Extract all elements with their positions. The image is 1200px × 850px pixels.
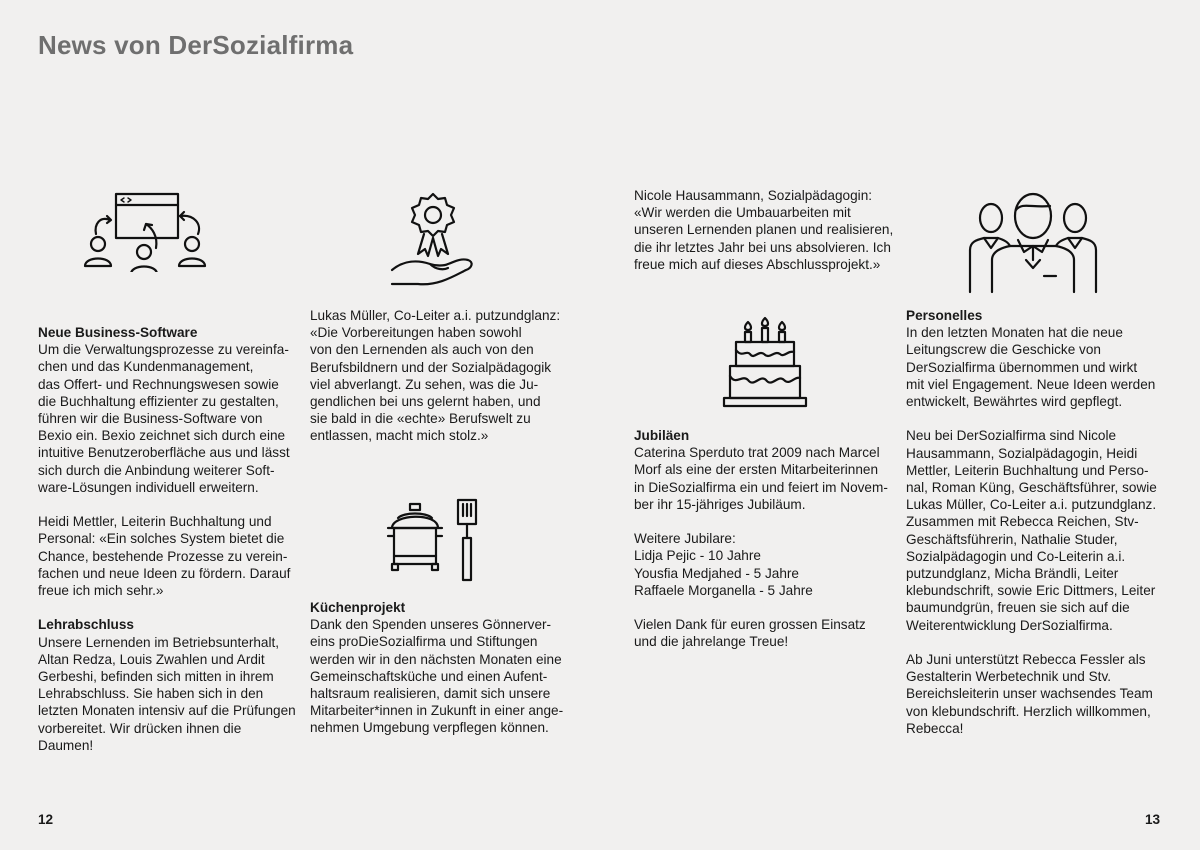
column-3 xyxy=(634,187,896,273)
jubilaeen-heading: Jubiläen xyxy=(634,428,690,443)
lehrabschluss-text: Unsere Lernenden im Betriebsunterhalt, Altan Redza, Louis Zwahlen und Ardit Gerbeshi, befinden sich mitten in ihrem Lehrabschluss. Sie haben sich in den letzten Monaten intensiv auf die Prüfungen vorbereitet. Wir drücken ihnen die Daumen! xyxy=(38,634,296,753)
new-staff-text: Neu bei DerSozialfirma sind Nicole Hausammann, Sozialpädagogin, Heidi Mettler, Leiterin Buchhaltung und Perso- nal, Roman Küng, Geschäftsführer, sowie Lukas Müller, Co-Leiter a.i. putzundglanz. Zusammen mit Rebecca Reichen, Stv- Geschäftsführerin, Nathalie Studer, Sozialpädagogin und Co-Leiterin a.i. putzundglanz, Micha Brändli, Leiter klebundschrift, sowie Eric Dittmers, Leiter baumundgrün, freuen sie sich auf die Weiterentwicklung DerSozialfirma. xyxy=(906,428,1157,633)
lukas-quote: Lukas Müller, Co-Leiter a.i. putzundglanz: «Die Vorbereitungen haben sowohl von den Lernenden als auch von den Berufsbildnern und der Sozialpädagogik viel abverlangt. Zu sehen, was die Ju- gendlichen bei uns gelernt haben, und sie bald in die «echte» Berufswelt zu entlassen, macht mich stolz.» xyxy=(310,308,561,444)
column-1 xyxy=(38,324,300,754)
business-software-heading: Neue Business-Software xyxy=(38,325,198,340)
page-title: News von DerSozialfirma xyxy=(38,30,354,60)
kitchen-text: Dank den Spenden unseres Gönnerver- eins proDieSozialfirma und Stiftungen werden wir in den nächsten Monaten eine Gemeinschaftsküche und einen Aufent- haltsraum realisieren, damit sich unsere Mitarbeiter*innen in Zukunft in einer ange- nehmen Umgebung verpflegen können. xyxy=(310,617,564,736)
award-hand-icon xyxy=(388,190,478,290)
list-item: Yousfia Medjahed - 5 Jahre xyxy=(634,565,799,581)
column-2-kitchen xyxy=(310,599,572,737)
jubilare-title: Weitere Jubilare: xyxy=(634,531,736,547)
cooking-pot-icon xyxy=(386,496,486,586)
list-item: Raffaele Morganella - 5 Jahre xyxy=(634,582,813,598)
personelles-text: In den letzten Monaten hat die neue Leitungscrew die Geschicke von DerSozialfirma übernommen und wirkt mit viel Engagement. Neue Ideen werden entwickelt, Bewährtes wird gepflegt. xyxy=(906,325,1156,410)
personelles-heading: Personelles xyxy=(906,308,983,323)
birthday-cake-icon xyxy=(722,314,808,418)
team-icon xyxy=(966,190,1100,294)
list-item: Lidja Pejic - 10 Jahre xyxy=(634,548,761,564)
column-4 xyxy=(906,307,1168,737)
column-3-jubilaeen xyxy=(634,427,896,651)
thanks-text: Vielen Dank für euren grossen Einsatz und die jahrelange Treue! xyxy=(634,617,866,650)
page-number-right: 13 xyxy=(1145,812,1161,827)
business-software-icon xyxy=(80,190,212,272)
page-number-left: 12 xyxy=(38,812,54,827)
lehrabschluss-heading: Lehrabschluss xyxy=(38,617,134,633)
jubilaeen-text: Caterina Sperduto trat 2009 nach Marcel Morf als eine der ersten Mitarbeiterinnen in DieSozialfirma ein und feiert im Novem- ber ihr 15-jähriges Jubiläum. xyxy=(634,445,888,512)
nicole-quote: Nicole Hausammann, Sozialpädagogin: «Wir werden die Umbauarbeiten mit unseren Lernenden planen und realisieren, die ihr letztes Jahr bei uns absolvieren. Ich freue mich auf dieses Abschlussprojekt.» xyxy=(634,188,894,272)
business-software-text: Um die Verwaltungsprozesse zu vereinfa- chen und das Kundenmanagement, das Offert- und Rechnungswesen sowie die Buchhaltung effizienter zu gestalten, führen wir die Business-Software von Bexio ein. Bexio zeichnet sich durch eine intuitive Benutzeroberfläche aus und lässt sich durch die Anbindung weiterer Soft- ware-Lösungen individuell erweitern. xyxy=(38,342,290,495)
heidi-quote: Heidi Mettler, Leiterin Buchhaltung und Personal: «Ein solches System bietet die Chance, bestehende Prozesse zu verein- fachen und neue Ideen zu fördern. Darauf freue ich mich sehr.» xyxy=(38,514,291,599)
kitchen-heading: Küchenprojekt xyxy=(310,600,406,615)
column-2 xyxy=(310,307,572,445)
june-text: Ab Juni unterstützt Rebecca Fessler als Gestalterin Werbetechnik und Stv. Bereichsleiterin unser wachsendes Team von klebundschrift. Herzlich willkommen, Rebecca! xyxy=(906,652,1153,736)
